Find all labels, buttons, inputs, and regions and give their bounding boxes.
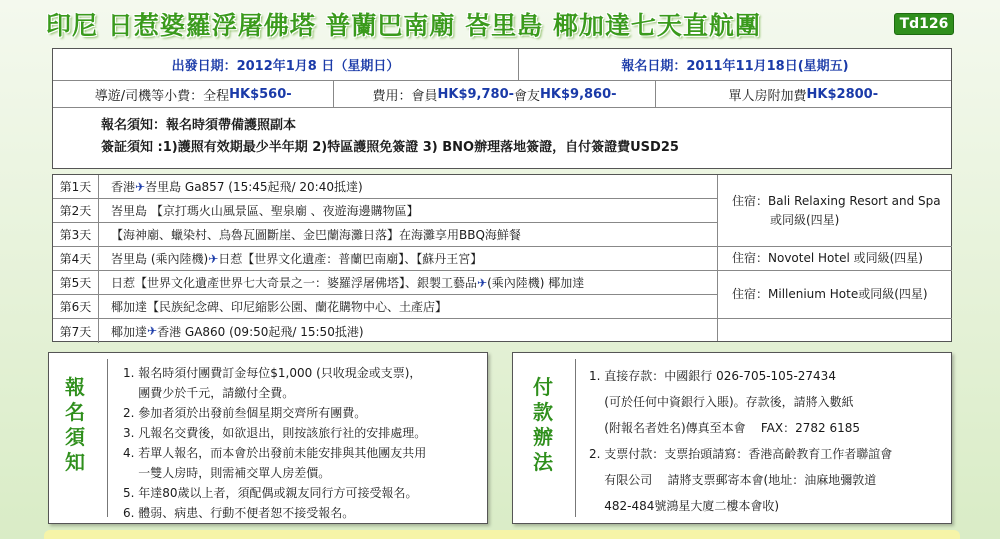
hotel-yogya bbox=[718, 247, 952, 271]
fee-member: HK$9,780- bbox=[437, 86, 515, 102]
desc-part: 日惹【世界文化遺產：普蘭巴南廟】、【蘇丹王宮】 bbox=[218, 252, 483, 266]
single-room-cell bbox=[656, 81, 951, 107]
date-row bbox=[53, 49, 951, 81]
hotel-line: 住宿：Millenium Hote或同級(四星) bbox=[732, 287, 928, 301]
signup-notice-title bbox=[61, 375, 89, 475]
desc-part: 峇里島 Ga857 (15:45起飛/ 20:40抵達) bbox=[145, 180, 363, 194]
day-label: 第5天 bbox=[53, 271, 99, 294]
list-item: 1. 直接存款：中國銀行 026-705-105-27434 bbox=[589, 369, 836, 383]
list-item: 有限公司 請將支票郵寄本會(地址：油麻地彌敦道 bbox=[589, 473, 877, 487]
day-label: 第6天 bbox=[53, 295, 99, 318]
divider bbox=[107, 359, 108, 517]
plane-icon: ✈ bbox=[477, 275, 488, 290]
list-item: 一雙人房時，則需補交單人房差價。 bbox=[123, 466, 331, 480]
day-description bbox=[99, 175, 363, 198]
tour-code-badge: Td126 bbox=[894, 13, 954, 35]
itinerary-row bbox=[53, 295, 717, 319]
fee-cell bbox=[334, 81, 655, 107]
divider bbox=[575, 359, 576, 517]
plane-icon: ✈ bbox=[208, 251, 219, 266]
day-description: 【海神廟、蠟染村、烏魯瓦圖斷崖、金巴蘭海灘日落】在海灘享用BBQ海鮮餐 bbox=[111, 228, 521, 242]
payment-method-list bbox=[589, 363, 892, 519]
list-item: 6. 體弱、病患、行動不便者恕不接受報名。 bbox=[123, 506, 355, 520]
itinerary-row bbox=[53, 271, 717, 295]
list-item: 5. 年達80歲以上者，須配偶或親友同行方可接受報名。 bbox=[123, 486, 418, 500]
list-item: 2. 參加者須於出發前叁個星期交齊所有團費。 bbox=[123, 406, 367, 420]
desc-part: 香港 bbox=[111, 180, 136, 194]
fee-sep: 會友 bbox=[514, 88, 541, 104]
plane-icon: ✈ bbox=[147, 324, 158, 338]
desc-part: 峇里島 (乘內陸機) bbox=[111, 252, 209, 266]
tips-label: 導遊/司機等小費：全程 bbox=[94, 88, 230, 104]
plane-icon: ✈ bbox=[135, 179, 146, 194]
fee-row bbox=[53, 81, 951, 108]
hotel-jakarta bbox=[718, 271, 952, 319]
day-label: 第2天 bbox=[53, 199, 99, 222]
list-item: 1. 報名時須付團費訂金每位$1,000 (只收現金或支票)， bbox=[123, 366, 422, 380]
footer-strip bbox=[44, 530, 960, 539]
desc-part: 椰加達 bbox=[111, 324, 148, 339]
itinerary-row bbox=[53, 319, 717, 343]
itinerary-row bbox=[53, 247, 717, 271]
list-item: (附報名者姓名)傳真至本會 FAX：2782 6185 bbox=[589, 421, 861, 435]
day-description: 峇里島 【京打瑪火山風景區、聖泉廟 、夜遊海邊購物區】 bbox=[111, 204, 419, 218]
itinerary-row bbox=[53, 199, 717, 223]
signup-title-chars: 報名須知 bbox=[65, 375, 85, 474]
day-description bbox=[99, 319, 364, 343]
fee-label: 費用：會員 bbox=[372, 88, 438, 104]
signup-date: 報名日期：2011年11月18日(星期五) bbox=[621, 59, 849, 74]
day-description bbox=[99, 247, 482, 270]
tips-cell bbox=[53, 81, 334, 107]
single-value: HK$2800- bbox=[806, 86, 879, 102]
signup-note: 報名須知：報名時須帶備護照副本 bbox=[101, 118, 297, 133]
day-label: 第1天 bbox=[53, 175, 99, 198]
departure-date: 出發日期：2012年1月8 日（星期日） bbox=[53, 49, 519, 80]
day-label: 第3天 bbox=[53, 223, 99, 246]
signup-notice-list bbox=[123, 363, 426, 523]
itinerary-row bbox=[53, 223, 717, 247]
fee-friend: HK$9,860- bbox=[540, 86, 617, 102]
payment-method-box bbox=[512, 352, 952, 524]
list-item: 482-484號鴻星大廈二樓本會收) bbox=[589, 499, 780, 513]
day-description bbox=[99, 271, 584, 294]
hotel-line: 或同級(四星) bbox=[770, 212, 840, 227]
title-bar bbox=[0, 0, 1000, 44]
hotel-column bbox=[717, 175, 951, 341]
hotel-line: 住宿：Bali Relaxing Resort and Spa bbox=[732, 193, 941, 208]
day-label: 第4天 bbox=[53, 247, 99, 270]
list-item: 團費少於千元，請繳付全費。 bbox=[123, 386, 295, 400]
list-item: 3. 凡報名交費後，如欲退出，則按該旅行社的安排處理。 bbox=[123, 426, 427, 440]
list-item: (可於任何中資銀行入賬)。存款後，請將入數紙 bbox=[589, 395, 854, 409]
tour-info-box bbox=[52, 48, 952, 169]
list-item: 4. 若單人報名，而本會於出發前未能安排與其他團友共用 bbox=[123, 446, 427, 460]
visa-note: 簽証須知 :1)護照有效期最少半年期 2)特區護照免簽證 3) BNO辦理落地簽證，自付簽證費USD25 bbox=[101, 140, 679, 155]
itinerary-row bbox=[53, 175, 717, 199]
day-label: 第7天 bbox=[53, 319, 99, 343]
signup-notice-box bbox=[48, 352, 488, 524]
itinerary-table bbox=[52, 174, 952, 342]
hotel-line: 住宿：Novotel Hotel 或同級(四星) bbox=[732, 251, 923, 265]
desc-part: (乘內陸機) 椰加達 bbox=[487, 276, 585, 290]
payment-title-chars: 付款辦法 bbox=[533, 375, 553, 474]
desc-part: 日惹【世界文化遺產世界七大奇景之一：婆羅浮屠佛塔】、銀製工藝品 bbox=[111, 276, 478, 290]
list-item: 2. 支票付款：支票抬頭請寫：香港高齡教育工作者聯誼會 bbox=[589, 447, 893, 461]
day-description: 椰加達【民族紀念碑、印尼縮影公園、蘭花購物中心、土產店】 bbox=[111, 300, 448, 314]
hotel-bali bbox=[718, 175, 952, 247]
payment-method-title bbox=[529, 375, 557, 475]
tips-value: HK$560- bbox=[229, 86, 292, 102]
page-title: 印尼 日惹婆羅浮屠佛塔 普蘭巴南廟 峇里島 椰加達七天直航團 bbox=[46, 11, 761, 40]
notes bbox=[101, 115, 679, 159]
single-label: 單人房附加費 bbox=[728, 88, 807, 104]
desc-part: 香港 GA860 (09:50起飛/ 15:50抵港) bbox=[157, 324, 364, 339]
